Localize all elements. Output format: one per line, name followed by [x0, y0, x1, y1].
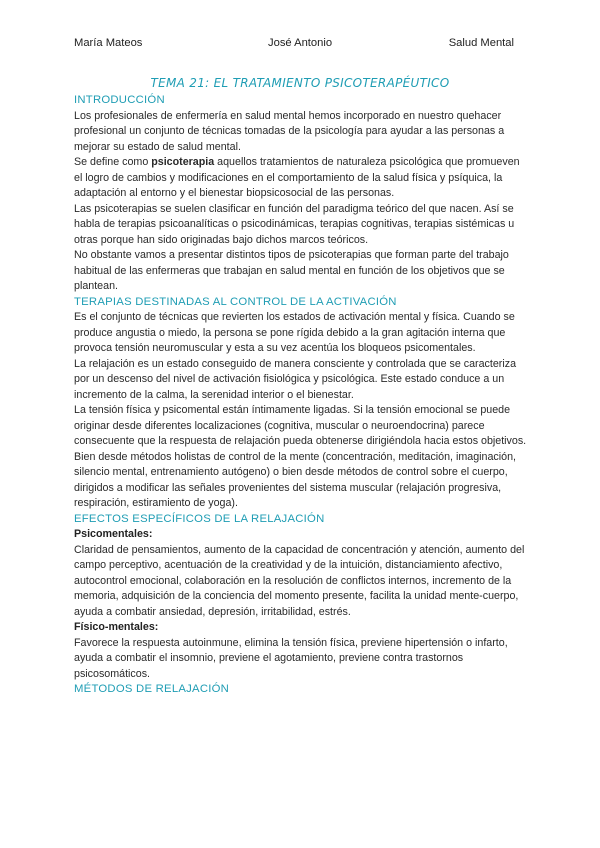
subheading-fisico-mentales: Físico-mentales: [74, 621, 159, 633]
intro-paragraph-2 [74, 155, 530, 202]
effects-paragraph-1: Claridad de pensamientos, aumento de la capacidad de concentración y atención, aumento del campo perceptivo, acentuación de la creatividad y de la intuición, distanciamiento afectivo, autocontrol emocional, colaboración en la resolución de conflictos internos, incremento de la memoria, adquisición de la conciencia del momento presente, facilita la unidad mente-cuerpo, ayuda a combatir ansiedad, depresión, irritabilidad, estrés. [74, 543, 525, 618]
intro-p2-after: aquellos tratamientos de naturaleza psicológica que promueven el logro de cambios y modificaciones en el comportamiento de la salud física y psíquica, la adaptación al entorno y el bienestar biopsicosocial de las personas. [74, 156, 520, 199]
activation-paragraph-2: La relajación es un estado conseguido de manera consciente y controlada que se caracteriza por un descenso del nivel de activación fisiológica y psicológica. Este estado conduce a un incremento de la calma, la serenidad interior o el bienestar. [74, 357, 517, 401]
header-subject: Salud Mental [448, 37, 514, 49]
activation-paragraph-4: Bien desde métodos holistas de control de la mente (concentración, meditación, imaginación, silencio mental, entrenamiento autógeno) o bien desde métodos de control sobre el cuerpo, dirigidos a modificar las señales provenientes del sistema muscular (relajación progresiva, respiración, estiramiento de yoga). [74, 450, 517, 509]
psicoterapia-term: psicoterapia [151, 156, 215, 168]
document-title: TEMA 21: EL TRATAMIENTO PSICOTERAPÉUTICO [150, 76, 450, 90]
effects-paragraph-2: Favorece la respuesta autoinmune, elimina la tensión física, previene hipertensión o infarto, ayuda a combatir el insomnio, previene el agotamiento, previene contra trastornos psicosomáticos. [74, 636, 508, 680]
activation-paragraph-1: Es el conjunto de técnicas que revierten los estados de activación mental y física. Cuando se produce angustia o miedo, la persona se pone rígida debido a la gran agitación interna que provoca tensión neuromuscular y esta a su vez acentúa los bloqueos psicomentales. [74, 311, 515, 354]
header-teacher: José Antonio [268, 37, 333, 49]
header-author: María Mateos [74, 37, 143, 49]
page-header [74, 37, 514, 53]
section-heading-efectos: EFECTOS ESPECÍFICOS DE LA RELAJACIÓN [74, 512, 325, 525]
section-heading-introduccion: INTRODUCCIÓN [74, 94, 165, 106]
activation-paragraph-3: La tensión física y psicomental están íntimamente ligadas. Si la tensión emocional se puede originar desde diferentes localizaciones (cognitiva, muscular o neuroendocrina) parece consecuente que la respuesta de relajación pueda obtenerse dirigiéndola hacia estos objetivos. [74, 404, 527, 447]
section-heading-activacion: TERAPIAS DESTINADAS AL CONTROL DE LA ACTIVACIÓN [74, 295, 397, 308]
subheading-psicomentales: Psicomentales: [74, 528, 153, 540]
intro-paragraph-1: Los profesionales de enfermería en salud mental hemos incorporado en nuestro quehacer profesional un conjunto de técnicas tomadas de la psicología para ayudar a las personas a mejorar su estado de salud mental. [74, 109, 505, 153]
document-body [74, 75, 530, 698]
intro-paragraph-3: Las psicoterapias se suelen clasificar en función del paradigma teórico del que nacen. Así se habla de terapias psicoanalíticas o psicodinámicas, terapias cognitivas, terapias sistémicas u otras porque han sido originadas bajo dichos marcos teóricos. [74, 202, 515, 246]
intro-p2-before: Se define como [74, 156, 152, 168]
section-heading-metodos: MÉTODOS DE RELAJACIÓN [74, 683, 230, 695]
intro-paragraph-4: No obstante vamos a presentar distintos tipos de psicoterapias que forman parte del trabajo habitual de las enfermeras que trabajan en salud mental en función de los objetivos que se plantean. [74, 249, 509, 292]
